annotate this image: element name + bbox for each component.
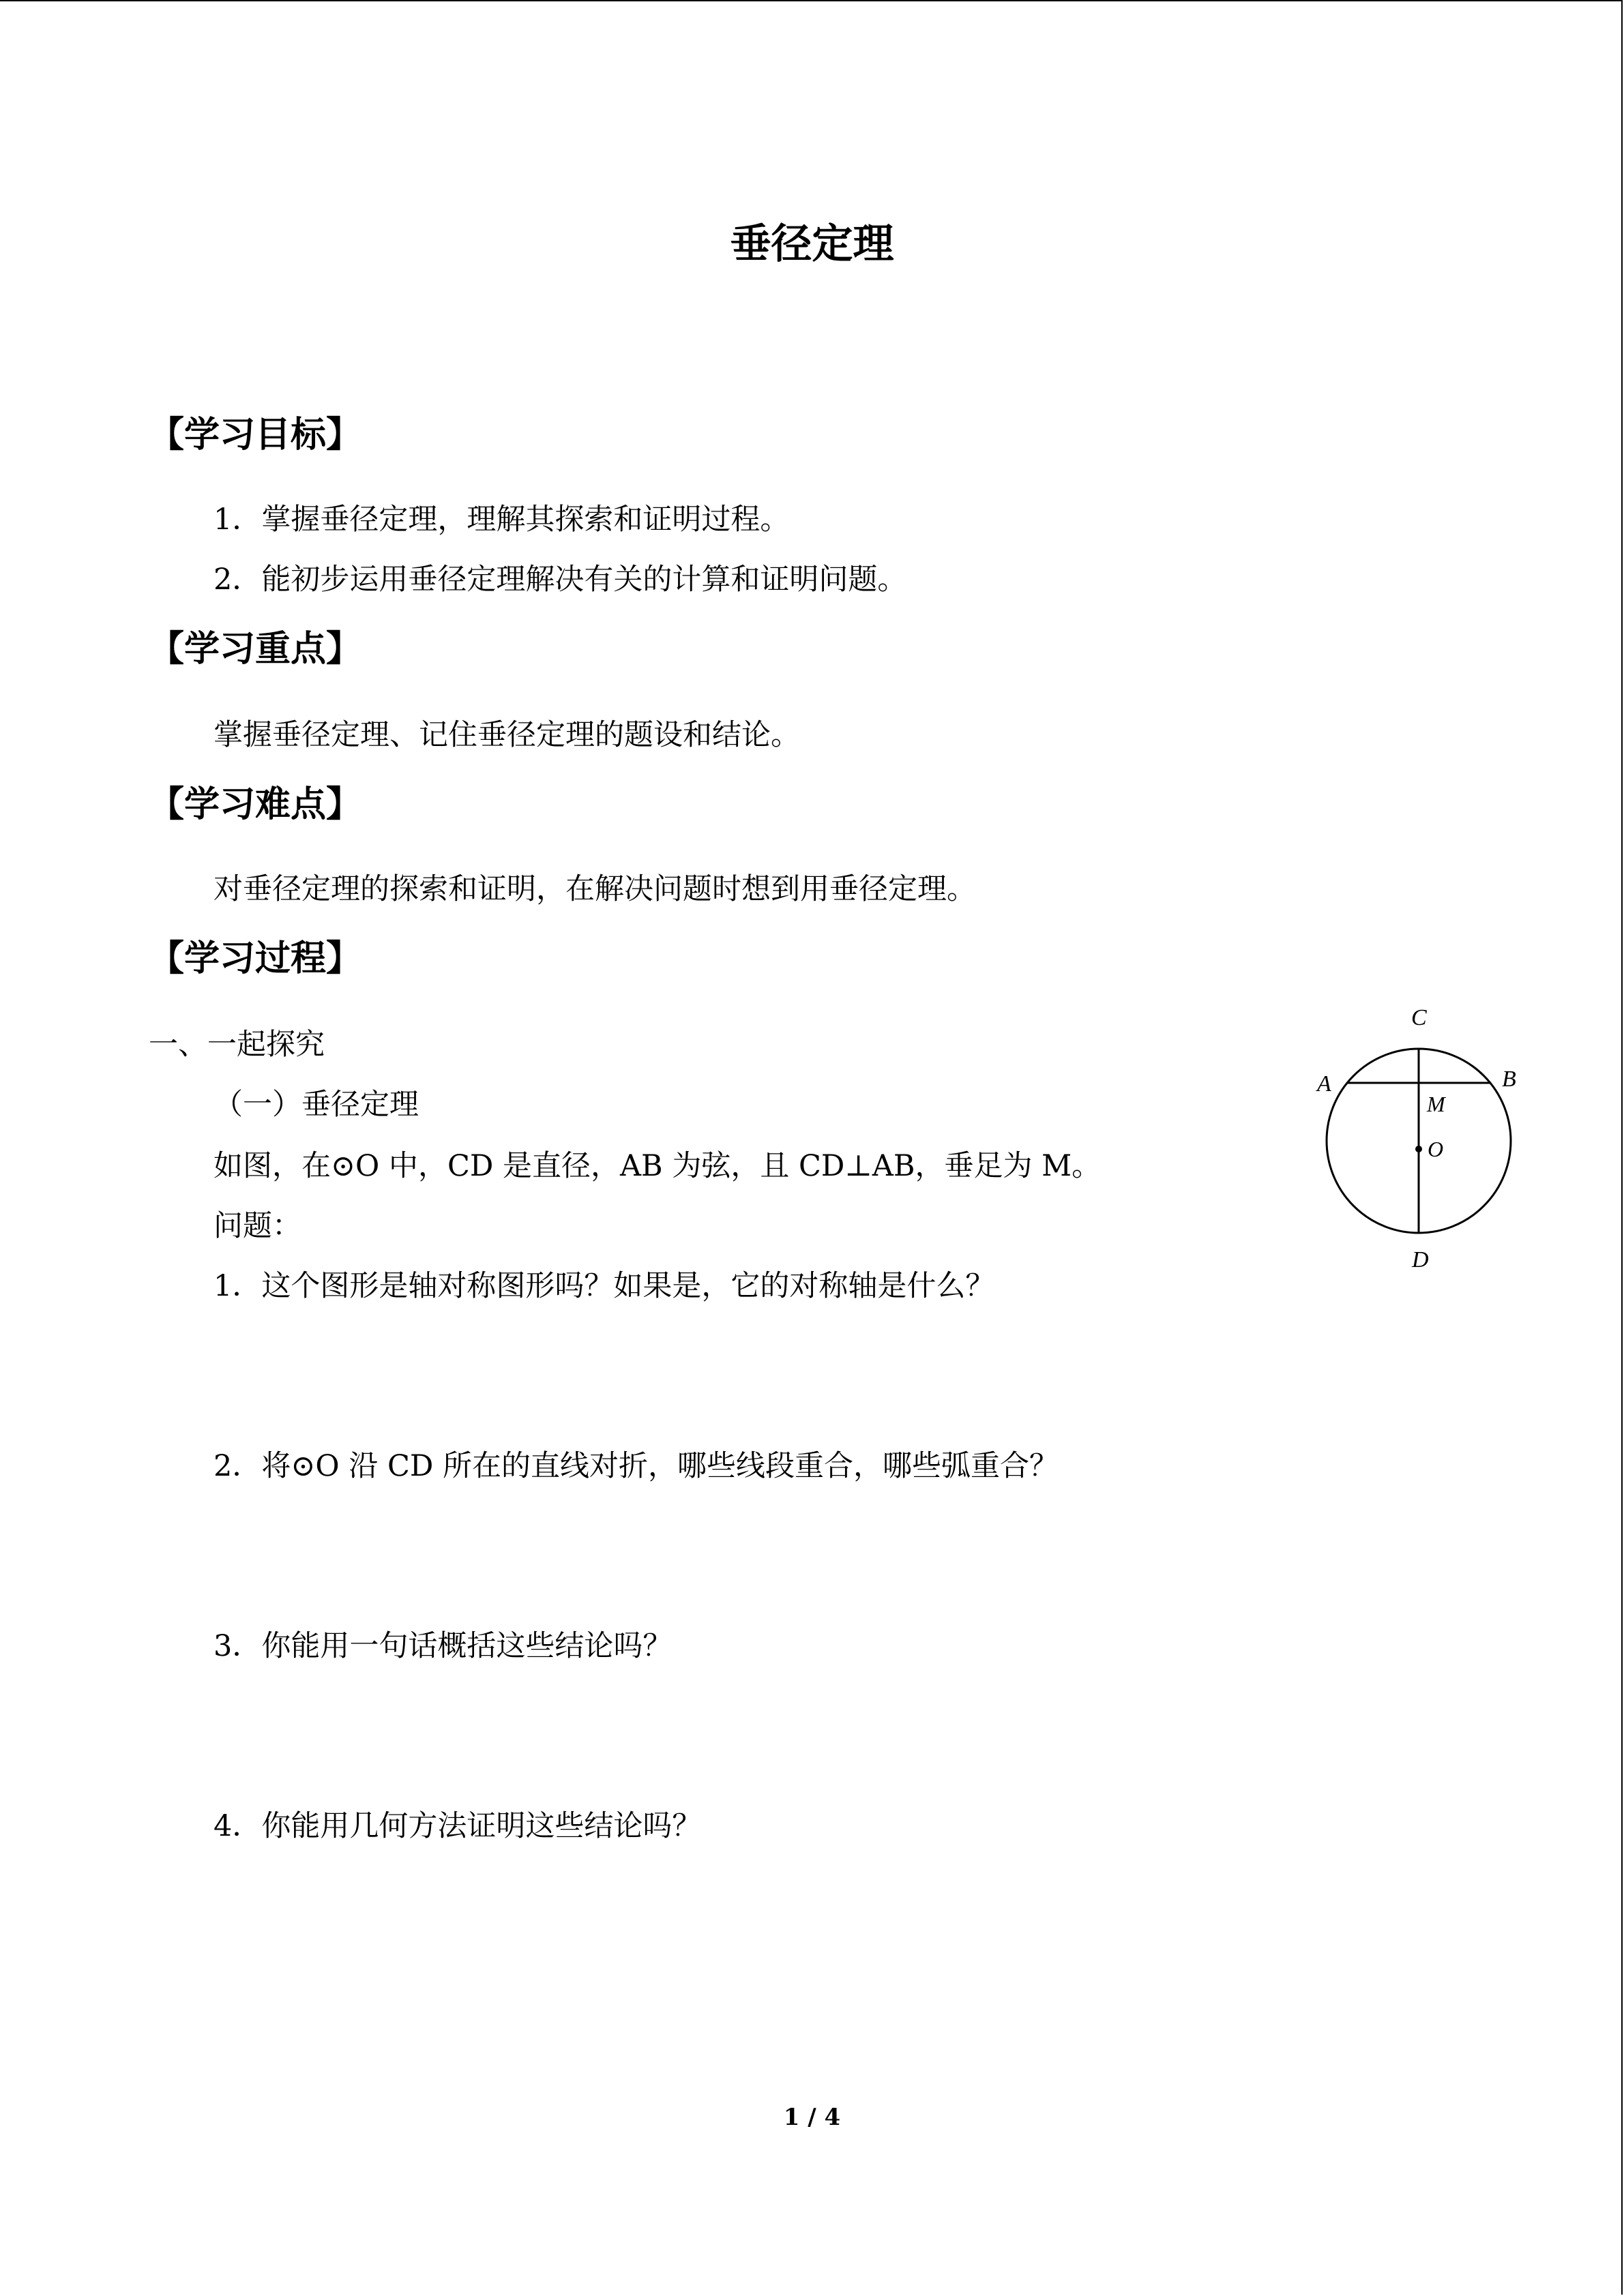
key-points-text: 掌握垂径定理、记住垂径定理的题设和结论。: [213, 718, 800, 752]
question-3: 3．你能用一句话概括这些结论吗？: [213, 1629, 673, 1663]
question-2: 2．将⊙O 沿 CD 所在的直线对折，哪些线段重合，哪些弧重合？: [213, 1449, 1059, 1483]
difficulties-heading: 【学习难点】: [149, 784, 362, 825]
label-b: B: [1502, 1067, 1516, 1092]
label-o: O: [1428, 1137, 1444, 1161]
label-m: M: [1427, 1092, 1445, 1116]
circle-diagram: [1296, 996, 1541, 1275]
question-4: 4．你能用几何方法证明这些结论吗？: [213, 1809, 702, 1843]
objectives-heading: 【学习目标】: [149, 415, 362, 456]
difficulties-text: 对垂径定理的探索和证明，在解决问题时想到用垂径定理。: [213, 872, 976, 906]
subsection-title: （一）垂径定理: [213, 1088, 419, 1122]
label-d: D: [1412, 1247, 1429, 1272]
question-1: 1．这个图形是轴对称图形吗？如果是，它的对称轴是什么？: [213, 1269, 995, 1303]
question-label: 问题：: [213, 1209, 301, 1243]
key-points-heading: 【学习重点】: [149, 629, 362, 670]
center-point: [1415, 1146, 1422, 1152]
section-title: 一、一起探究: [149, 1028, 325, 1062]
label-a: A: [1317, 1071, 1331, 1097]
objective-item-2: 2．能初步运用垂径定理解决有关的计算和证明问题。: [213, 563, 907, 597]
objective-item-1: 1．掌握垂径定理，理解其探索和证明过程。: [213, 503, 790, 537]
intro-text: 如图，在⊙O 中，CD 是直径，AB 为弦，且 CD⊥AB，垂足为 M。: [213, 1149, 1102, 1183]
process-heading: 【学习过程】: [149, 938, 362, 979]
page-title: 垂径定理: [730, 220, 894, 268]
label-c: C: [1411, 1005, 1427, 1030]
page-number: 1 / 4: [783, 2104, 841, 2131]
